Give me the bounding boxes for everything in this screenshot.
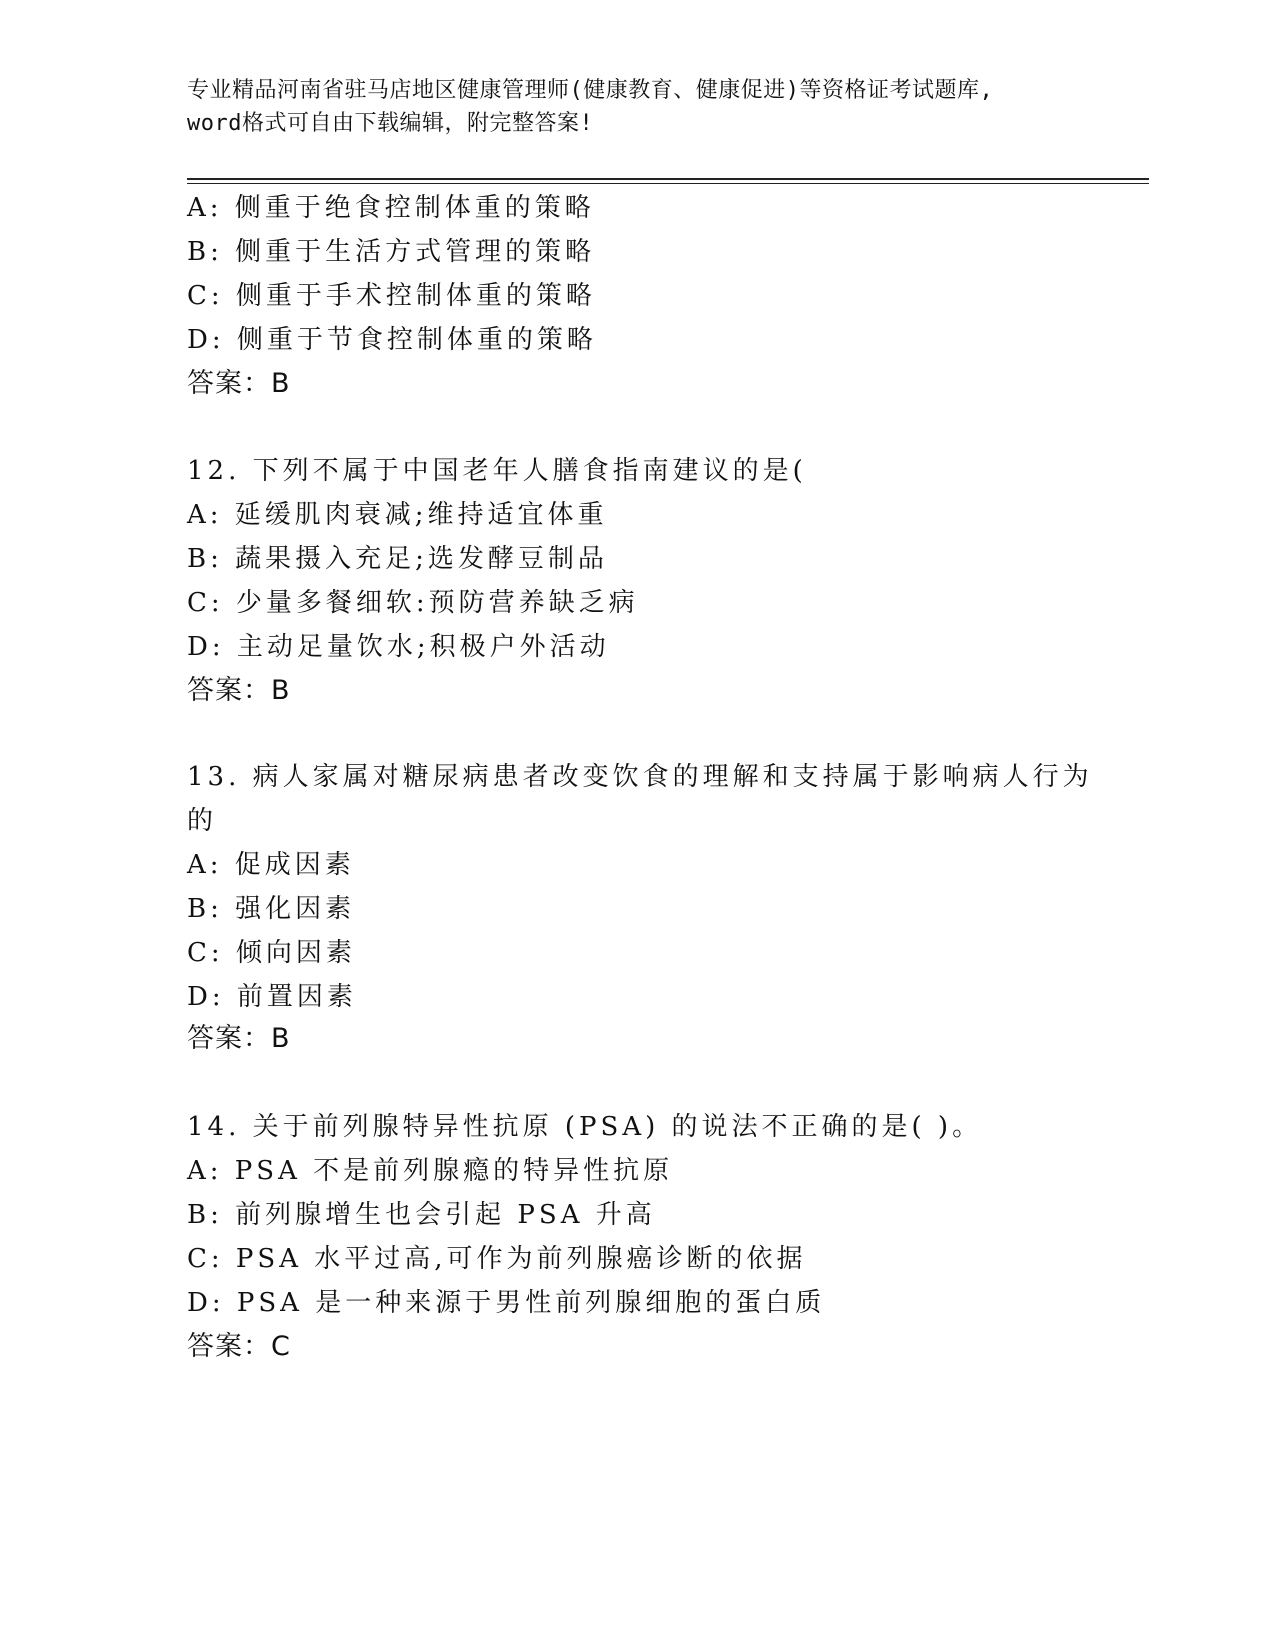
q14-option-c: C: PSA 水平过高,可作为前列腺癌诊断的依据 xyxy=(187,1244,807,1274)
q13-option-c: C: 倾向因素 xyxy=(187,938,356,968)
q11-option-b: B: 侧重于生活方式管理的策略 xyxy=(187,237,596,267)
q12-question: 12. 下列不属于中国老年人膳食指南建议的是( xyxy=(187,456,807,486)
q14-question: 14. 关于前列腺特异性抗原 (PSA) 的说法不正确的是( )。 xyxy=(187,1112,983,1142)
q13-option-a: A: 促成因素 xyxy=(187,850,355,880)
q11-option-c: C: 侧重于手术控制体重的策略 xyxy=(187,281,596,311)
q13-option-d: D: 前置因素 xyxy=(187,982,357,1012)
q14-answer: 答案：C xyxy=(187,1331,291,1362)
document-header xyxy=(187,74,1087,140)
q14-option-a: A: PSA 不是前列腺瘾的特异性抗原 xyxy=(187,1156,674,1186)
header-title-line: 专业精品河南省驻马店地区健康管理师(健康教育、健康促进)等资格证考试题库, xyxy=(187,78,994,103)
q13-answer: 答案：B xyxy=(187,1023,291,1054)
q14-option-b: B: 前列腺增生也会引起 PSA 升高 xyxy=(187,1200,656,1230)
q12-answer: 答案：B xyxy=(187,675,291,706)
q11-option-a: A: 侧重于绝食控制体重的策略 xyxy=(187,193,595,223)
header-divider-thick xyxy=(187,178,1149,180)
q11-answer: 答案：B xyxy=(187,368,291,399)
q14-option-d: D: PSA 是一种来源于男性前列腺细胞的蛋白质 xyxy=(187,1288,826,1318)
q12-option-b: B: 蔬果摄入充足;选发酵豆制品 xyxy=(187,544,608,574)
q12-option-a: A: 延缓肌肉衰减;维持适宜体重 xyxy=(187,500,608,530)
q13-question-line2: 的 xyxy=(187,806,218,836)
q12-option-d: D: 主动足量饮水;积极户外活动 xyxy=(187,632,610,662)
q11-option-d: D: 侧重于节食控制体重的策略 xyxy=(187,325,597,355)
header-subtitle-line: word格式可自由下载编辑，附完整答案! xyxy=(187,111,594,136)
q13-option-b: B: 强化因素 xyxy=(187,894,356,924)
q13-question-line1: 13. 病人家属对糖尿病患者改变饮食的理解和支持属于影响病人行为 xyxy=(187,762,1093,792)
q12-option-c: C: 少量多餐细软:预防营养缺乏病 xyxy=(187,588,639,618)
header-divider-thin xyxy=(187,183,1149,184)
